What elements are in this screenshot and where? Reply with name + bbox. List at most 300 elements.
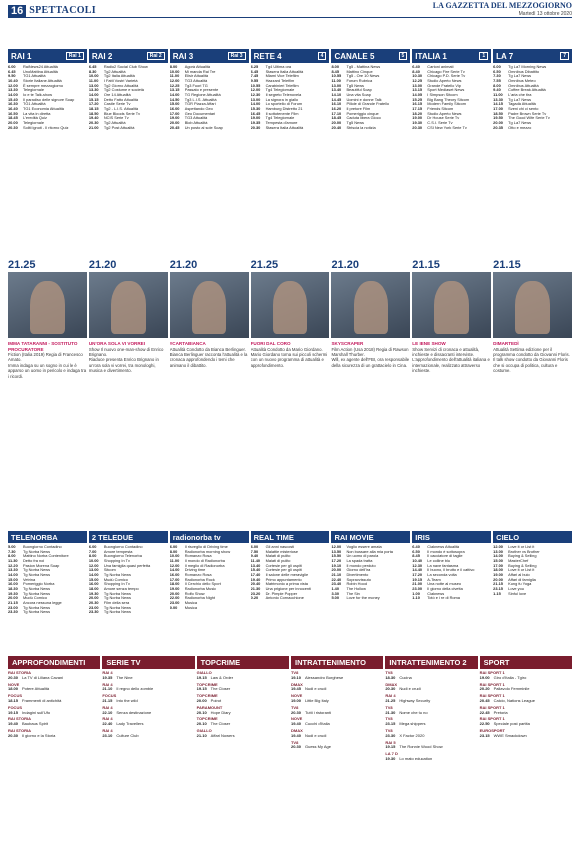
schedule-show: Ciaknews Attualità [427,544,460,549]
schedule-show: The Hollow [346,585,366,591]
schedule-show: Affari di famiglia [508,576,536,582]
schedule-show: La signora in giallo [265,96,299,102]
schedule-time: 14.15 [493,101,503,107]
schedule-show: Padre Brown Serie Tv [508,110,547,116]
entry-row [385,687,477,692]
entry-row [291,699,383,704]
highlight-time: 21.25 [250,259,279,271]
section-header: SPORT [480,656,572,669]
schedule-show: Love for the money [346,595,380,601]
highlight-time: 21.25 [8,259,36,271]
schedule-time: 22.40 [331,576,342,582]
entry-channel: TV8 [290,704,299,710]
schedule-show: Malattie misteriose [265,548,299,554]
entry-row [480,687,572,692]
schedule-time: 6.45 [8,68,16,74]
schedule-time: 12.00 [169,77,180,83]
schedule-time: 1.10 [412,595,420,601]
channel-column [331,531,410,615]
schedule-show: Tg La7 Morning News [508,64,547,69]
schedule-time: 15.40 [250,567,261,573]
entry-channel: RAI SPORT 1 [479,704,505,710]
bottom-sections [8,656,572,762]
main-channels-grid [8,49,572,130]
schedule-time: 23.00 [412,585,423,591]
schedule-show: TG3 Attualità [184,115,208,121]
schedule-show: Il pretore Film [346,105,371,111]
schedule-time: 17.20 [331,557,342,563]
entry-channel: DMAX [290,681,303,687]
entry-row [197,711,289,716]
section-entry [291,706,383,716]
schedule-show: Sveni chi ci sento [508,105,539,111]
schedule-time: 7.30 [8,548,16,554]
schedule-show: Detto fra noi [23,557,45,563]
entry-time: 23.30 [385,732,396,738]
entry-show: Into the wild [116,697,138,703]
schedule-show: Malati di pulito [265,557,291,563]
entry-row [385,757,477,762]
entry-show: Lady Travellers [116,721,144,727]
entry-row [385,745,477,750]
schedule-time: 6.00 [88,544,97,549]
section-entry [480,729,572,739]
schedule-show: Coffee Break Attualità [508,87,546,93]
channel-logo: 4 [318,52,327,60]
schedule-show: Tg2 Giorno Attualità [103,82,139,88]
section-header: APPROFONDIMENTI [8,656,100,669]
schedule-time: 15.25 [412,96,423,102]
section-entry [385,729,477,739]
entry-channel: GIALLO [196,727,212,733]
entry-time: 22.45 [479,709,490,715]
schedule-time: 21.10 [331,571,342,577]
schedule-show: Geo Documentari [184,110,216,116]
entry-channel: PARAMOUNT [196,704,223,710]
schedule-time: 1.40 [331,585,340,591]
schedule-time: 10.00 [88,557,99,563]
entry-row [291,711,383,716]
highlight-card [170,259,249,379]
entry-row [8,722,100,727]
schedule-show: The Good Wife Serie Tv [508,115,550,121]
entry-channel: TV8 [385,670,393,675]
section-entry [8,706,100,716]
schedule-time: 5.00 [8,544,16,549]
highlight-time: 21.20 [331,259,359,271]
schedule-show: Tg4 Ultima ora [265,64,292,69]
entry-show: The Ronnie Wood Show [399,744,443,750]
schedule-show: Chicago P.D. Serie Tv [427,73,466,79]
entry-channel: LA 7 D [385,751,398,757]
schedule-time: 17.15 [412,105,423,111]
schedule-time: 8.00 [169,548,178,554]
schedule-time: 20.00 [169,119,180,125]
schedule-show: Il Cerchio dello Sport [184,581,221,587]
channel-name: RAI 3 [172,51,194,61]
section-entry [8,694,100,704]
schedule-show: Tg La7 News [508,96,532,102]
schedule-time: 21.30 [250,585,261,591]
schedule-time: 6.40 [412,544,420,549]
schedule-time: 15.50 [331,553,342,559]
schedule-time: 14.00 [169,567,180,573]
entry-channel: RAI 4 [102,670,113,675]
schedule-time: 23.20 [250,590,261,596]
section-entry [291,717,383,727]
entry-row [8,676,100,681]
schedule-show: Mudù Comico [103,576,128,582]
schedule-show: MasterChef [508,557,529,563]
entry-channel: RAI 4 [102,727,113,733]
entry-channel: RAI STORIA [8,716,32,722]
schedule-time: 20.35 [493,124,503,130]
entry-row [385,699,477,704]
entry-channel: RAI 5 [385,739,396,745]
entry-time: 19.15 [8,709,19,715]
highlight-photo [89,272,168,338]
schedule-show: Malati di pulito [265,553,291,559]
schedule-time: 23.30 [8,609,18,615]
entry-row [197,687,289,692]
entry-show: Potere Attualità [22,686,50,692]
schedule-time: 20.00 [493,119,503,125]
schedule-show: Hamburg Distretto 21 [265,105,303,111]
schedule-show: Love it or List it [508,544,535,549]
entry-channel: NOVE [8,681,20,687]
entry-time: 22.40 [102,721,113,727]
schedule-show: Il mondo perduto [346,562,376,568]
schedule-show: Totò e i re di Roma [427,595,460,601]
entry-show: Frammenti di antichità [22,697,62,703]
schedule-show: Uomini e donne Talk [346,96,382,102]
schedule-time: 9.40 [250,553,259,559]
entry-show: Tutti i ristoranti [304,709,332,715]
schedule-time: 20.00 [8,595,18,601]
schedule-time: 9.40 [493,87,501,93]
schedule-time: 7.50 [250,548,259,554]
entry-show: Guess My Age [304,744,331,750]
schedule-time: 13.00 [88,82,99,88]
schedule-show: Ciaknews [427,590,445,596]
entry-show: Il regno dello zombie [116,686,154,692]
schedule-list [8,543,87,615]
section-entry [480,671,572,681]
entry-show: Senza destinazione [116,709,152,715]
schedule-time: 12.30 [412,562,423,568]
schedule-time: 18.00 [493,567,503,573]
entry-time: 22.10 [102,709,113,715]
schedule-time: 15.00 [88,576,99,582]
entry-channel: RAI 4 [385,693,396,699]
entry-time: 19.10 [290,674,301,680]
schedule-show: Grande Fratello Vip [427,82,461,88]
entry-time: 18.00 [8,686,19,692]
schedule-time: 14.00 [169,91,180,97]
entry-time: 20.00 [196,697,207,703]
schedule-show: NCIS Serie Tv [103,115,129,121]
entry-time: 19.15 [385,744,396,750]
schedule-time: 20.45 [169,124,180,130]
schedule-show: Tg2 Attualità [103,119,126,125]
schedule-time: 11.00 [493,91,503,97]
section-entry [102,717,194,727]
schedule-time: 20.00 [493,576,503,582]
entry-time: 23.15 [479,732,490,738]
highlight-subtitle: Film Action (Usa 2018) Regia di Rawson Marshall Thurber. [331,346,409,357]
section-entry [102,671,194,681]
schedule-time: 20.00 [8,119,18,125]
schedule-show: Il meglio di Radionorba [184,562,225,568]
entry-channel: RAI 4 [102,716,113,722]
schedule-time: 16.45 [250,110,261,116]
schedule-time: 20.00 [169,590,180,596]
schedule-show: TGR Piazza Affari [184,101,216,107]
schedule-time: 13.00 [493,548,503,554]
schedule-time: 14.00 [8,571,18,577]
section-entry [385,671,477,681]
section-header: TOPCRIME [197,656,289,669]
schedule-show: Friends Sitcom [427,105,454,111]
entry-time: 19.15 [196,686,207,692]
highlight-photo [8,272,87,338]
entry-show: Culture Club [116,732,139,738]
section-header: INTRATTENIMENTO [291,656,383,669]
schedule-time: 17.40 [250,571,261,577]
entry-channel: RAI SPORT 1 [479,670,505,675]
section-entry [385,717,477,727]
schedule-show: Lo sportello di Forum [265,101,303,107]
channel-logo: 7 [560,52,569,60]
section-header: INTRATTENIMENTO 2 [385,656,477,669]
schedule-show: Tg Norba News [23,609,51,615]
entry-row [197,722,289,727]
schedule-list [89,63,168,130]
schedule-list [8,63,87,130]
entry-channel: TV8 [385,716,393,722]
highlight-description: Mario Giordano torna sui piccoli schermi con un nuovo programma di attualità e approfondimento. [250,351,328,368]
schedule-list [493,63,572,130]
schedule-show: Chicago Fire Serie Tv [427,68,465,74]
schedule-time: 12.25 [169,82,180,88]
schedule-time: 11.00 [88,77,99,83]
schedule-time: 19.00 [250,115,261,121]
entry-row [480,711,572,716]
channel-name: CIELO [496,532,520,542]
schedule-time: 21.00 [88,124,99,130]
schedule-show: Tagadà Attualità [508,101,536,107]
channel-name: ITALIA 1 [415,51,447,61]
entry-channel: TV8 [290,739,299,745]
schedule-show: La spada tratta [346,557,373,563]
section-entry [291,671,383,681]
schedule-time: 1.00 [412,590,420,596]
schedule-show: Tg Norba News [103,590,131,596]
schedule-show: Tg La7 News [508,119,532,125]
schedule-time: 13.30 [88,87,99,93]
schedule-show: Tg5 - Mattina News [346,64,381,69]
entry-time: 19.45 [290,686,301,692]
channel-header [412,49,491,63]
schedule-show: Castle Serie Tv [103,101,131,107]
schedule-row [8,126,87,131]
entry-time: 22.50 [479,721,490,727]
channel-header [493,49,572,63]
highlight-title: DIMARTEDÌ [493,341,519,346]
schedule-show: Cortesie per gli ospiti [265,562,302,568]
schedule-time: 18.00 [169,581,180,587]
section-entry [480,694,572,704]
schedule-show: The Sin [346,590,360,596]
section-entry [8,729,100,739]
schedule-time: 19.40 [250,576,261,582]
schedule-time: 18.15 [88,105,99,111]
schedule-show: Shopping In Tv [103,581,130,587]
section-column [8,656,100,762]
schedule-time: 11.00 [169,73,180,79]
schedule-list [170,543,249,610]
evening-highlights [8,259,572,379]
schedule-time: 6.50 [412,548,420,554]
schedule-time: 18.50 [493,110,503,116]
schedule-show: Hazzard Telefilm [265,77,295,83]
entry-channel: RAI STORIA [8,670,32,675]
channel-name: REAL TIME [253,532,294,542]
entry-row [102,676,194,681]
highlight-photo [412,272,491,338]
highlight-photo [251,272,330,338]
schedule-time: 17.10 [331,110,342,116]
schedule-time: 13.30 [8,87,18,93]
schedule-show: CSI New York Serie Tv [427,124,467,130]
entry-time: 20.10 [196,709,207,715]
schedule-show: La nave fantasma [427,562,459,568]
entry-channel: FOCUS [8,693,22,699]
section-entry [385,752,477,762]
schedule-row [412,126,491,131]
highlight-description: Will, ex agente dell'FBI, ora responsabile della sicurezza di un grattacielo in Cina. [331,357,410,368]
schedule-time: 12.00 [8,82,18,88]
schedule-time: 16.10 [331,101,342,107]
schedule-show: Il segreto Telenovela [265,91,302,97]
schedule-show: Stasera Italia Attualità [265,124,304,130]
schedule-show: Tg Norba News [103,604,131,610]
highlight-description: Riaduce presenta Enrico Brignano in un'ora sola vi vorrei, tra monologhi, musica e divertimento. [88,357,159,374]
schedule-time: 15.00 [169,101,180,107]
section-entry [102,706,194,716]
schedule-show: Telegiornale [23,87,44,93]
schedule-show: Tg5 News [346,119,364,125]
channel-header [251,531,330,543]
page-number: 16 [8,5,26,17]
entry-row [480,734,572,739]
schedule-time: 13.40 [250,562,261,568]
schedule-show: Mattino Cinque [346,68,373,74]
schedule-show: Divertimento [346,571,369,577]
channel-name: TELENORBA [11,532,58,542]
section-entry [102,729,194,739]
entry-time: 20.10 [196,721,207,727]
schedule-time: 12.30 [250,91,261,97]
schedule-show: Tg2 Italia Attualità [103,73,135,79]
schedule-show: Pasion Morena Soap [23,562,60,568]
entry-show: Cucina [399,674,412,680]
schedule-time: 19.35 [250,119,261,125]
section-header: SERIE TV [102,656,194,669]
entry-row [102,734,194,739]
entry-row [385,722,477,727]
schedule-show: Affari al buio [508,571,530,577]
schedule-time: 20.30 [88,119,99,125]
highlight-title: IMMA TATARANNI - SOSTITUTO PROCURATORE [8,341,78,352]
entry-channel: GIALLO [196,670,212,675]
schedule-show: Il mondo di Radionorba [184,557,225,563]
schedule-show: Buongiorno Contadino [23,544,62,549]
entry-show: The Closer [210,721,231,727]
schedule-time: 14.10 [331,91,342,97]
schedule-time: 5.00 [331,595,340,601]
highlight-subtitle: Show Il nuovo one-man-show di Enrico Brignano. [88,346,164,357]
schedule-show: Cortesie per gli ospiti [265,567,302,573]
schedule-time: 6.50 [493,68,501,74]
entry-row [385,676,477,681]
entry-row [102,722,194,727]
entry-channel: TOPCRIME [196,716,218,722]
entry-channel: DMAX [385,681,398,687]
section-entry [291,729,383,739]
schedule-show: Il salone delle meraviglie [265,571,309,577]
channel-column [412,531,491,615]
section-entry [385,706,477,716]
schedule-show: Radionorba Music [184,585,217,591]
schedule-time: 8.00 [493,82,501,88]
schedule-show: Omnibus Attualità [508,82,539,88]
channel-column [493,531,572,615]
section-entry [291,694,383,704]
entry-row [102,699,194,704]
schedule-show: Elisir Attualità [184,73,209,79]
highlight-card [412,259,491,379]
schedule-row [8,610,87,615]
entry-show: Alessandro Borghese [304,674,344,680]
schedule-list [170,63,249,130]
entry-time: 21.10 [102,686,113,692]
schedule-show: Shopping In Tv [103,557,130,563]
schedule-time: 21.15 [8,599,18,605]
channel-name: IRIS [415,532,430,542]
schedule-time: 6.00 [493,64,501,69]
highlight-card [331,259,410,379]
schedule-show: Dr. Pimple Popper [265,590,298,596]
schedule-show: Il mondo è sottosopra [427,548,465,554]
entry-channel: FOCUS [8,704,22,710]
entry-show: Poirot [210,697,222,703]
section-entry [480,706,572,716]
schedule-show: Omnibus Meteo [508,77,536,83]
entry-channel: RAI SPORT 1 [479,693,505,699]
schedule-show: Antonio Cornacchione [265,595,304,601]
schedule-show: Rolfo Show [184,590,205,596]
schedule-show: L'eredità Quiz [23,115,47,121]
schedule-list [331,543,410,601]
schedule-row [331,126,410,131]
section-entry [8,671,100,681]
schedule-time: 20.00 [331,567,342,573]
entry-show: The Nine [116,674,133,680]
schedule-show: È sempre mezzogiorno [23,82,64,88]
entry-time: 20.30 [8,732,19,738]
schedule-list [89,543,168,615]
